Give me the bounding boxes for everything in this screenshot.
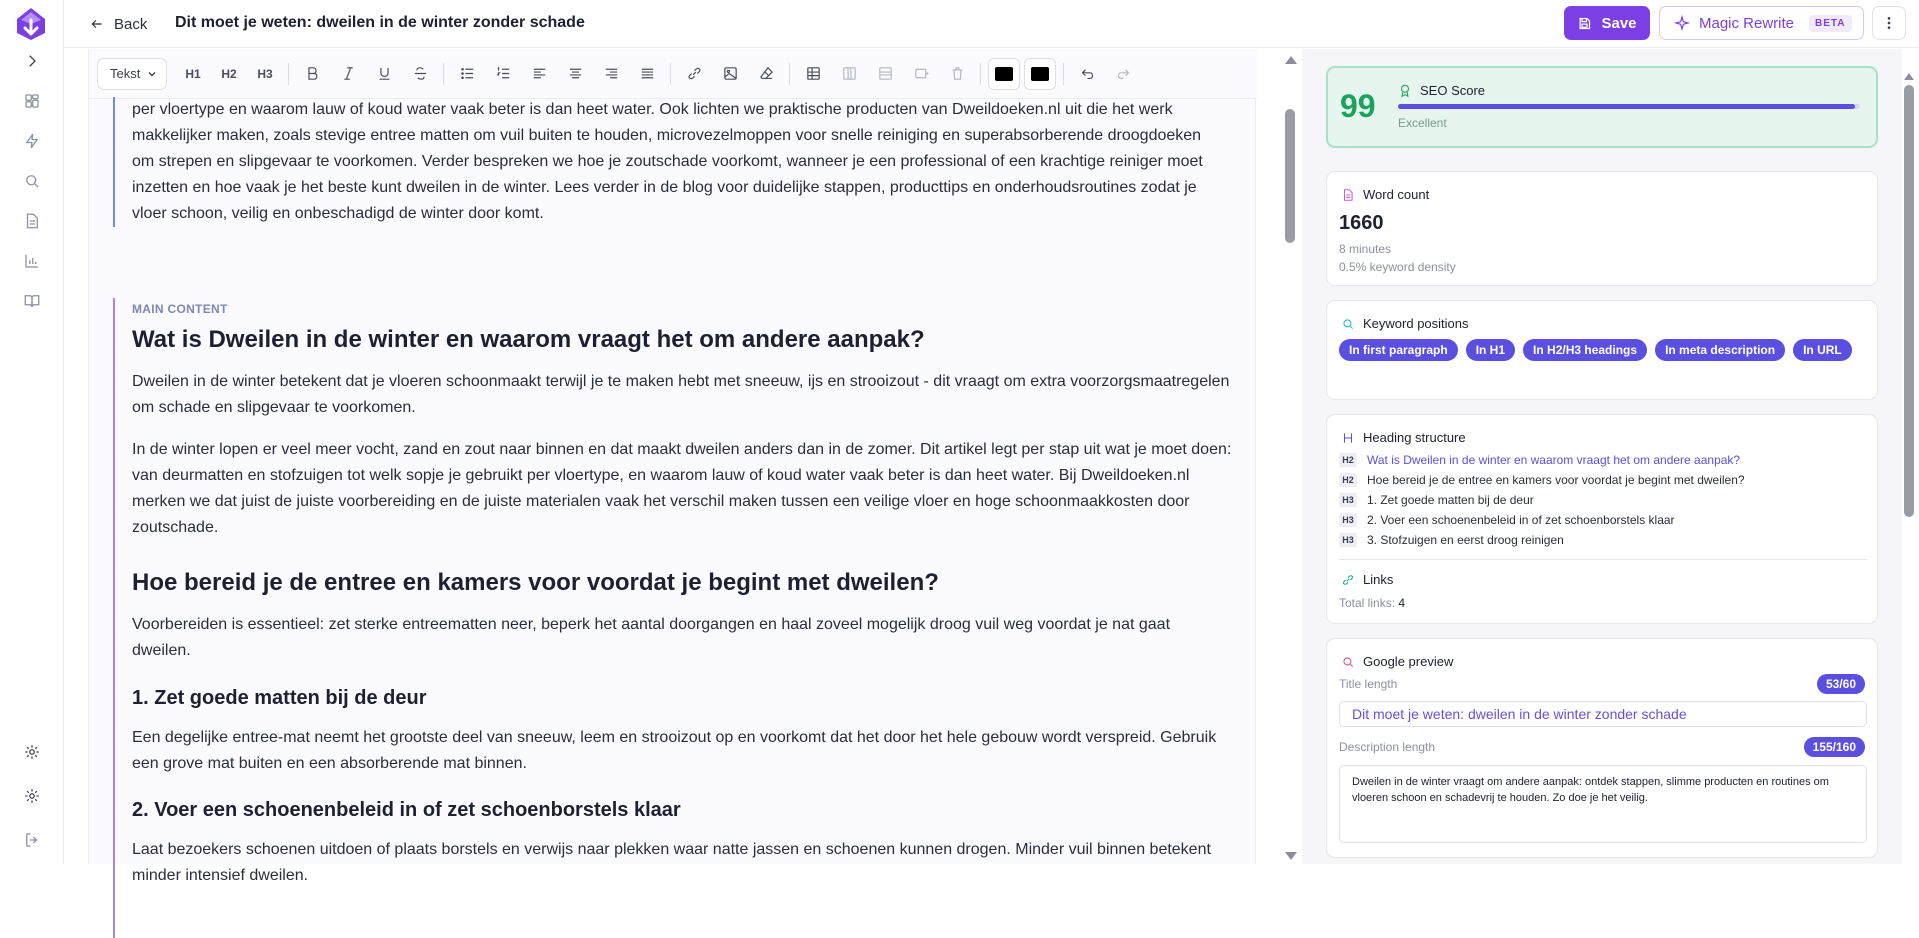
table-column-icon bbox=[841, 65, 858, 82]
align-justify-button[interactable] bbox=[629, 58, 665, 90]
keyword-chip: In first paragraph bbox=[1339, 339, 1458, 361]
meta-title-field[interactable]: Dit moet je weten: dweilen in de winter zonder schade bbox=[1339, 701, 1867, 727]
heading-icon bbox=[1341, 431, 1355, 445]
description-length-label: Description length bbox=[1339, 740, 1436, 754]
link-button[interactable] bbox=[676, 58, 712, 90]
trash-icon bbox=[949, 65, 966, 82]
panel-scrollbar[interactable] bbox=[1904, 69, 1914, 864]
links-label: Links bbox=[1363, 572, 1394, 587]
meta-description-field[interactable]: Dweilen in de winter vraagt om andere aanpak: ontdek stappen, slimme producten en routines om vloeren schoon en schadevrij te houden. Zo doe je het veilig. bbox=[1339, 765, 1867, 843]
seo-score-title bbox=[1398, 83, 1485, 98]
underline-icon bbox=[376, 65, 393, 82]
chevron-down-icon bbox=[146, 68, 158, 80]
highlight-color-swatch bbox=[1031, 67, 1049, 81]
scroll-down-arrow-icon[interactable] bbox=[1285, 852, 1297, 860]
dashboard-icon[interactable] bbox=[22, 91, 42, 111]
align-left-button[interactable] bbox=[521, 58, 557, 90]
keyword-positions-card bbox=[1326, 300, 1878, 400]
links-total-value: 4 bbox=[1398, 596, 1406, 610]
sparkle-icon bbox=[1674, 15, 1690, 31]
keyword-chip: In URL bbox=[1793, 339, 1852, 361]
back-label: Back bbox=[114, 15, 148, 33]
image-button[interactable] bbox=[712, 58, 748, 90]
heading-list-item[interactable] bbox=[1339, 530, 1869, 550]
heading-list-text: 2. Voer een schoenenbeleid in of zet schoenborstels klaar bbox=[1367, 513, 1675, 527]
align-center-button[interactable] bbox=[557, 58, 593, 90]
undo-button[interactable] bbox=[1069, 58, 1105, 90]
bold-icon bbox=[304, 65, 321, 82]
keyword-positions-title bbox=[1341, 316, 1469, 331]
heading-h2[interactable]: Hoe bereid je de entree en kamers voor voordat je begint met dweilen? bbox=[132, 569, 939, 596]
ordered-list-button[interactable] bbox=[485, 58, 521, 90]
ordered-list-icon bbox=[495, 65, 512, 82]
image-icon bbox=[722, 65, 739, 82]
heading-list-text: 1. Zet goede matten bij de deur bbox=[1367, 493, 1534, 507]
main-content-block bbox=[113, 298, 1233, 938]
text-color-button[interactable] bbox=[988, 58, 1020, 90]
heading-level-tag: H2 bbox=[1339, 473, 1357, 487]
toolbar-divider bbox=[789, 63, 790, 85]
heading-list-text: 3. Stofzuigen en eerst droog reinigen bbox=[1367, 533, 1564, 547]
strikethrough-icon bbox=[412, 65, 429, 82]
italic-button[interactable] bbox=[330, 58, 366, 90]
link-icon bbox=[686, 65, 703, 82]
heading-h3[interactable]: 2. Voer een schoenenbeleid in of zet schoenborstels klaar bbox=[132, 799, 681, 821]
keyword-chip: In H1 bbox=[1466, 339, 1515, 361]
highlight-color-button[interactable] bbox=[1024, 58, 1056, 90]
heading-h3[interactable]: 1. Zet goede matten bij de deur bbox=[132, 687, 427, 709]
award-icon bbox=[1398, 83, 1412, 98]
section-tag: MAIN CONTENT bbox=[132, 302, 228, 316]
more-options-button[interactable] bbox=[1872, 6, 1906, 40]
gear-icon[interactable] bbox=[22, 786, 42, 806]
save-button[interactable] bbox=[1564, 6, 1650, 40]
arrow-left-icon bbox=[90, 17, 104, 31]
heading-list bbox=[1339, 450, 1869, 550]
toolbar-divider bbox=[288, 63, 289, 85]
heading-list-item[interactable] bbox=[1339, 510, 1869, 530]
word-count-card bbox=[1326, 171, 1878, 286]
table-button[interactable] bbox=[795, 58, 831, 90]
editor-scrollbar[interactable] bbox=[1283, 49, 1297, 864]
scroll-up-arrow-icon[interactable] bbox=[1904, 73, 1914, 80]
heading-structure-title bbox=[1341, 430, 1466, 445]
table-row-icon bbox=[877, 65, 894, 82]
table-icon bbox=[805, 65, 822, 82]
editor-area bbox=[88, 49, 1256, 884]
description-length-badge: 155/160 bbox=[1804, 737, 1865, 757]
settings-icon[interactable] bbox=[22, 742, 42, 762]
redo-button[interactable] bbox=[1105, 58, 1141, 90]
heading3-button[interactable]: H3 bbox=[257, 66, 273, 81]
title-length-badge: 53/60 bbox=[1817, 674, 1865, 694]
logout-icon[interactable] bbox=[22, 830, 42, 850]
seo-score-card bbox=[1326, 66, 1878, 148]
google-preview-card bbox=[1326, 638, 1878, 858]
links-total-label: Total links: bbox=[1339, 596, 1396, 610]
heading-h2[interactable]: Wat is Dweilen in de winter en waarom vraagt het om andere aanpak? bbox=[132, 326, 925, 353]
paragraph[interactable]: Laat bezoekers schoenen uitdoen of plaats borstels en verwijs naar plekken waar natte jassen en schoenen kunnen drogen. Minder vuil binnen betekent minder intensief dweilen. bbox=[132, 841, 1211, 884]
seo-panel bbox=[1302, 49, 1902, 864]
redo-icon bbox=[1115, 65, 1132, 82]
toolbar-divider bbox=[1063, 63, 1064, 85]
heading-list-text: Wat is Dweilen in de winter en waarom vraagt het om andere aanpak? bbox=[1367, 453, 1741, 467]
heading-level-tag: H3 bbox=[1339, 493, 1357, 507]
intro-paragraph[interactable]: per vloertype en waarom lauw of koud water vaak beter is dan heet water. Ook lichten we praktische producten van Dweildoeken.nl uit die het werk makkelijker maken, zoals stevige entree matten om vuil buiten te houden, microvezelmoppen voor snelle reiniging en superabsorberende droogdoeken om strepen en slipgevaar te voorkomen. Verder bespreken we hoe je zoutschade voorkomt, wanneer je een professional of een krachtige reiniger moet inzetten en hoe vaak je het beste kunt dweilen in de winter. Lees verder in de blog voor duidelijke stappen, producttips en onderhoudsroutines zodat je vloer schoon, veilig en onbeschadigd de winter door komt. bbox=[113, 97, 1223, 227]
heading-list-text: Hoe bereid je de entree en kamers voor voordat je begint met dweilen? bbox=[1367, 473, 1745, 487]
add-row-button[interactable] bbox=[867, 58, 903, 90]
document-icon bbox=[1341, 188, 1355, 202]
save-label: Save bbox=[1601, 14, 1637, 32]
bold-button[interactable] bbox=[294, 58, 330, 90]
search-icon bbox=[1341, 655, 1355, 669]
keyword-chip: In meta description bbox=[1655, 339, 1785, 361]
paragraph[interactable]: In de winter lopen er veel meer vocht, zand en zout naar binnen en dat maakt dweilen anders dan in de zomer. Dit artikel legt per stap uit wat je moet doen: van deurmatten en stofzuigen tot welk sopje je gebruikt per vloertype, en waarom lauw of koud water vaak beter is dan heet water. Bij Dweildoeken.nl merken we dat juist de juiste voorbereiding en de juiste materialen vaak het verschil maken tussen een veilige vloer en hoge schoonmaakkosten door zoutschade. bbox=[132, 441, 1232, 536]
word-count-title bbox=[1341, 187, 1429, 202]
google-preview-label: Google preview bbox=[1363, 654, 1454, 669]
scrollbar-thumb[interactable] bbox=[1285, 109, 1295, 243]
paragraph[interactable]: Voorbereiden is essentieel: zet sterke entreematten neer, beperk het aantal doorgangen en haal zoveel mogelijk droog vuil weg voordat je nat gaat dweilen. bbox=[132, 616, 1171, 659]
word-count-value: 1660 bbox=[1339, 212, 1384, 234]
text-style-select[interactable] bbox=[97, 58, 167, 90]
links-total bbox=[1339, 596, 1405, 610]
heading1-button[interactable]: H1 bbox=[185, 66, 201, 81]
align-justify-icon bbox=[639, 65, 656, 82]
keyword-chip: In H2/H3 headings bbox=[1523, 339, 1647, 361]
seo-score-label: SEO Score bbox=[1420, 83, 1486, 98]
document-icon[interactable] bbox=[22, 211, 42, 231]
editor-content[interactable] bbox=[89, 99, 1257, 884]
heading-level-tag: H3 bbox=[1339, 533, 1357, 547]
magic-rewrite-button[interactable] bbox=[1659, 6, 1864, 40]
underline-button[interactable] bbox=[366, 58, 402, 90]
editor-toolbar bbox=[89, 49, 1257, 99]
align-left-icon bbox=[531, 65, 548, 82]
paragraph[interactable]: Een degelijke entree-mat neemt het grootste deel van sneeuw, leem en strooizout op en voorkomt dat het door het hele gebouw wordt verspreid. Gebruik een grove mat buiten en een absorberende mat binnen. bbox=[132, 729, 1217, 772]
keyword-chips bbox=[1339, 339, 1869, 361]
toolbar-divider bbox=[443, 63, 444, 85]
app-logo-icon[interactable] bbox=[14, 6, 48, 42]
more-vertical-icon bbox=[1881, 15, 1897, 31]
paragraph[interactable]: Dweilen in de winter betekent dat je vloeren schoonmaakt terwijl je te maken hebt met sneeuw, ijs en strooizout - dit vraagt om extra voorzorgsmaatregelen om schade en slipgevaar te voorkomen. bbox=[132, 373, 1230, 416]
heading-structure-card bbox=[1326, 414, 1878, 624]
beta-badge: BETA bbox=[1809, 15, 1851, 32]
delete-table-button[interactable] bbox=[939, 58, 975, 90]
save-icon bbox=[1577, 16, 1592, 31]
heading-level-tag: H3 bbox=[1339, 513, 1357, 527]
seo-progress-bar bbox=[1398, 104, 1860, 109]
seo-progress-fill bbox=[1398, 104, 1855, 109]
add-column-button[interactable] bbox=[831, 58, 867, 90]
link-icon bbox=[1341, 573, 1355, 587]
toolbar-divider bbox=[980, 63, 981, 85]
italic-icon bbox=[340, 65, 357, 82]
align-center-icon bbox=[567, 65, 584, 82]
back-button[interactable] bbox=[90, 13, 147, 35]
heading2-button[interactable]: H2 bbox=[221, 66, 237, 81]
left-rail bbox=[0, 0, 64, 864]
align-right-button[interactable] bbox=[593, 58, 629, 90]
merge-cells-icon bbox=[913, 65, 930, 82]
heading-list-item[interactable] bbox=[1339, 470, 1869, 490]
scroll-up-arrow-icon[interactable] bbox=[1285, 56, 1297, 64]
seo-rating: Excellent bbox=[1398, 116, 1447, 130]
links-title bbox=[1341, 572, 1393, 587]
chevron-right-icon[interactable] bbox=[22, 51, 42, 71]
text-color-swatch bbox=[995, 67, 1013, 81]
card-divider bbox=[1339, 559, 1867, 560]
clear-format-button[interactable] bbox=[748, 58, 784, 90]
toolbar-divider bbox=[670, 63, 671, 85]
search-icon bbox=[1341, 317, 1355, 331]
bullet-list-icon bbox=[459, 65, 476, 82]
heading-list-item[interactable] bbox=[1339, 450, 1869, 470]
heading-structure-label: Heading structure bbox=[1363, 430, 1466, 445]
google-preview-title bbox=[1341, 654, 1453, 669]
scrollbar-thumb[interactable] bbox=[1904, 85, 1914, 517]
eraser-icon bbox=[758, 65, 775, 82]
reading-time: 8 minutes bbox=[1339, 242, 1392, 256]
strikethrough-button[interactable] bbox=[402, 58, 438, 90]
merge-cells-button[interactable] bbox=[903, 58, 939, 90]
undo-icon bbox=[1079, 65, 1096, 82]
magic-label: Magic Rewrite bbox=[1699, 14, 1795, 32]
search-icon[interactable] bbox=[22, 171, 42, 191]
title-length-label: Title length bbox=[1339, 677, 1398, 691]
keyword-positions-label: Keyword positions bbox=[1363, 316, 1469, 331]
heading-list-item[interactable] bbox=[1339, 490, 1869, 510]
text-style-value: Tekst bbox=[110, 66, 141, 81]
seo-score-value: 99 bbox=[1340, 88, 1376, 124]
bar-chart-icon[interactable] bbox=[22, 251, 42, 271]
word-count-label: Word count bbox=[1363, 187, 1430, 202]
top-bar bbox=[64, 0, 1919, 48]
heading-level-tag: H2 bbox=[1339, 453, 1357, 467]
document-title: Dit moet je weten: dweilen in de winter zonder schade bbox=[175, 14, 585, 31]
align-right-icon bbox=[603, 65, 620, 82]
keyword-density: 0.5% keyword density bbox=[1339, 260, 1456, 274]
bullet-list-button[interactable] bbox=[449, 58, 485, 90]
lightning-icon[interactable] bbox=[22, 131, 42, 151]
book-icon[interactable] bbox=[22, 291, 42, 311]
